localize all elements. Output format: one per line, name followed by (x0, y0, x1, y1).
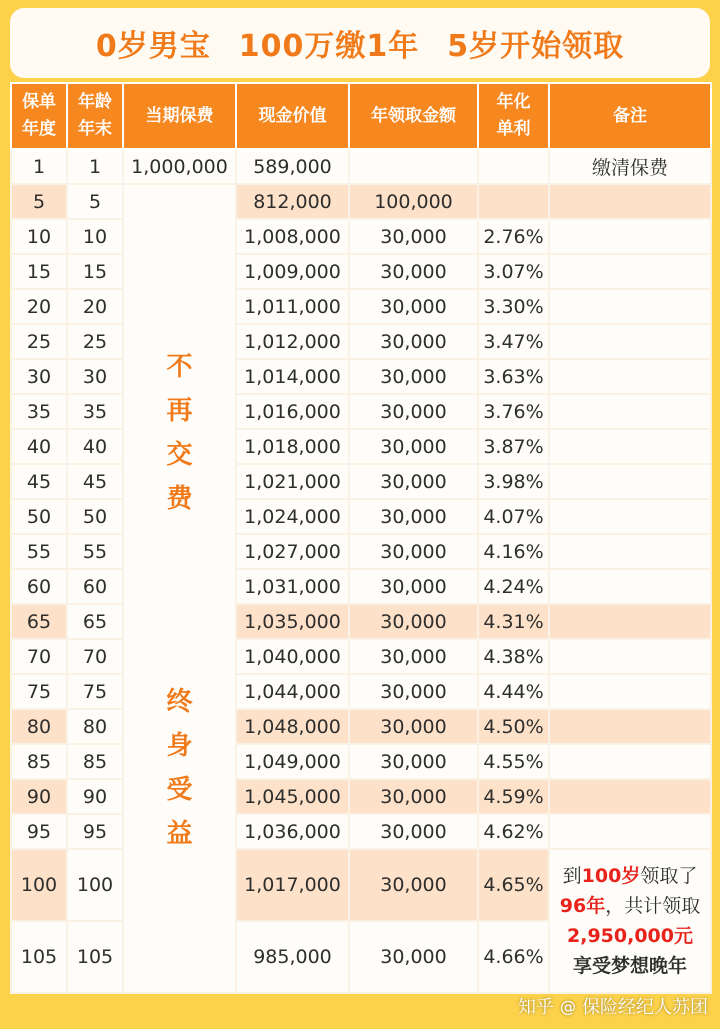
note-text: 领取了 (640, 865, 698, 887)
table-row (11, 779, 711, 814)
cell-note (549, 534, 711, 569)
table-row (11, 709, 711, 744)
cell-annual-payout: 30,000 (349, 639, 478, 674)
cell-note (549, 674, 711, 709)
header-annual-rate: 年化 单利 (478, 83, 549, 149)
header-age: 年龄 年末 (67, 83, 123, 149)
cell-age: 55 (67, 534, 123, 569)
header-premium: 当期保费 (123, 83, 236, 149)
cell-cash-value: 1,018,000 (236, 429, 349, 464)
cell-annual-rate: 4.31% (478, 604, 549, 639)
cell-annual-payout: 30,000 (349, 289, 478, 324)
header-cash-value: 现金价值 (236, 83, 349, 149)
cell-cash-value: 1,045,000 (236, 779, 349, 814)
cell-annual-payout: 30,000 (349, 744, 478, 779)
table-row (11, 289, 711, 324)
cell-note (549, 814, 711, 849)
cell-age: 85 (67, 744, 123, 779)
cell-annual-payout: 30,000 (349, 779, 478, 814)
header-note: 备注 (549, 83, 711, 149)
cell-cash-value: 985,000 (236, 921, 349, 993)
cell-note (549, 604, 711, 639)
cell-cash-value: 1,040,000 (236, 639, 349, 674)
cell-annual-payout: 30,000 (349, 534, 478, 569)
cell-policy-year: 55 (11, 534, 67, 569)
cell-annual-rate: 4.65% (478, 849, 549, 921)
cell-cash-value: 1,031,000 (236, 569, 349, 604)
cell-annual-payout: 30,000 (349, 849, 478, 921)
cell-annual-rate: 4.07% (478, 499, 549, 534)
watermark-site: 知乎 (518, 997, 554, 1018)
cell-annual-rate (478, 149, 549, 184)
cell-policy-year: 50 (11, 499, 67, 534)
cell-policy-year: 95 (11, 814, 67, 849)
table-row (11, 499, 711, 534)
cell-policy-year: 25 (11, 324, 67, 359)
cell-annual-rate: 3.98% (478, 464, 549, 499)
side-char: 交 (166, 440, 193, 470)
cell-policy-year: 75 (11, 674, 67, 709)
cell-note (549, 429, 711, 464)
table-row (11, 219, 711, 254)
cell-annual-rate: 3.87% (478, 429, 549, 464)
cell-cash-value: 1,014,000 (236, 359, 349, 394)
note-highlight-age: 100岁 (581, 865, 641, 887)
cell-cash-value: 1,012,000 (236, 324, 349, 359)
cell-age: 15 (67, 254, 123, 289)
cell-age: 80 (67, 709, 123, 744)
cell-age: 95 (67, 814, 123, 849)
cell-policy-year: 30 (11, 359, 67, 394)
cell-annual-payout: 30,000 (349, 429, 478, 464)
cell-annual-rate: 4.44% (478, 674, 549, 709)
cell-age: 10 (67, 219, 123, 254)
cell-policy-year: 15 (11, 254, 67, 289)
note-highlight-total: 2,950,000元 (567, 925, 693, 947)
cell-note (549, 744, 711, 779)
cell-cash-value: 1,044,000 (236, 674, 349, 709)
cell-cash-value: 1,024,000 (236, 499, 349, 534)
title-part-premium: 100万缴1年 (238, 29, 420, 64)
side-text-wrap (124, 185, 235, 992)
cell-cash-value: 1,049,000 (236, 744, 349, 779)
cell-annual-rate: 4.16% (478, 534, 549, 569)
header-annual-payout: 年领取金额 (349, 83, 478, 149)
cell-cash-value: 589,000 (236, 149, 349, 184)
cell-policy-year: 100 (11, 849, 67, 921)
cell-policy-year: 85 (11, 744, 67, 779)
title-part-start: 5岁开始领取 (447, 29, 625, 64)
cell-annual-rate: 4.55% (478, 744, 549, 779)
cell-policy-year: 90 (11, 779, 67, 814)
cell-note (549, 359, 711, 394)
table-row (11, 674, 711, 709)
cell-annual-rate: 4.50% (478, 709, 549, 744)
cell-note (549, 779, 711, 814)
side-char: 身 (166, 731, 193, 761)
cell-note: 缴清保费 (549, 149, 711, 184)
cell-annual-payout: 30,000 (349, 359, 478, 394)
cell-age: 35 (67, 394, 123, 429)
cell-cash-value: 1,021,000 (236, 464, 349, 499)
side-char: 再 (166, 396, 193, 426)
cell-annual-payout: 30,000 (349, 464, 478, 499)
table-row (11, 184, 711, 219)
cell-annual-payout: 30,000 (349, 674, 478, 709)
cell-policy-year: 65 (11, 604, 67, 639)
cell-age: 45 (67, 464, 123, 499)
note-text: 到 (562, 865, 582, 887)
cell-policy-year: 60 (11, 569, 67, 604)
cell-note (549, 254, 711, 289)
watermark-user: 保险经纪人苏团 (582, 997, 708, 1018)
cell-cash-value: 1,008,000 (236, 219, 349, 254)
cell-annual-payout (349, 149, 478, 184)
cell-final-note (549, 849, 711, 993)
title-banner (10, 8, 710, 78)
cell-age: 105 (67, 921, 123, 993)
cell-cash-value: 1,048,000 (236, 709, 349, 744)
benefit-table (10, 82, 712, 994)
cell-cash-value: 1,009,000 (236, 254, 349, 289)
side-char: 费 (166, 484, 193, 514)
cell-annual-rate: 3.07% (478, 254, 549, 289)
cell-age: 60 (67, 569, 123, 604)
cell-note (549, 324, 711, 359)
side-text-top (124, 345, 235, 521)
cell-note (549, 709, 711, 744)
cell-policy-year: 5 (11, 184, 67, 219)
cell-policy-year: 70 (11, 639, 67, 674)
cell-annual-payout: 30,000 (349, 604, 478, 639)
side-char: 不 (166, 352, 193, 382)
side-char: 益 (166, 819, 193, 849)
cell-annual-payout: 30,000 (349, 709, 478, 744)
cell-cash-value: 812,000 (236, 184, 349, 219)
cell-policy-year: 20 (11, 289, 67, 324)
cell-age: 5 (67, 184, 123, 219)
cell-cash-value: 1,011,000 (236, 289, 349, 324)
note-text: ，共计领取 (605, 895, 701, 917)
header-policy-year: 保单 年度 (11, 83, 67, 149)
cell-note (549, 394, 711, 429)
cell-annual-rate: 4.66% (478, 921, 549, 993)
cell-annual-rate: 3.47% (478, 324, 549, 359)
cell-cash-value: 1,035,000 (236, 604, 349, 639)
cell-age: 100 (67, 849, 123, 921)
side-char: 终 (166, 687, 193, 717)
cell-policy-year: 1 (11, 149, 67, 184)
table-row (11, 464, 711, 499)
title-part-age: 0岁男宝 (95, 29, 211, 64)
cell-annual-rate: 4.38% (478, 639, 549, 674)
table-header-row (11, 83, 711, 149)
table-row (11, 254, 711, 289)
cell-note (549, 569, 711, 604)
table-row (11, 149, 711, 184)
cell-age: 40 (67, 429, 123, 464)
cell-policy-year: 105 (11, 921, 67, 993)
cell-annual-rate (478, 184, 549, 219)
table-row (11, 604, 711, 639)
cell-policy-year: 10 (11, 219, 67, 254)
cell-age: 75 (67, 674, 123, 709)
cell-cash-value: 1,017,000 (236, 849, 349, 921)
cell-note (549, 499, 711, 534)
table-row (11, 394, 711, 429)
cell-age: 25 (67, 324, 123, 359)
cell-cash-value: 1,016,000 (236, 394, 349, 429)
side-text-bottom (124, 680, 235, 856)
watermark-at: @ (560, 996, 576, 1016)
table-row (11, 359, 711, 394)
cell-age: 65 (67, 604, 123, 639)
watermark (518, 993, 708, 1019)
cell-annual-rate: 3.63% (478, 359, 549, 394)
cell-age: 70 (67, 639, 123, 674)
cell-age: 50 (67, 499, 123, 534)
cell-note (549, 464, 711, 499)
cell-annual-payout: 30,000 (349, 814, 478, 849)
cell-annual-payout: 30,000 (349, 921, 478, 993)
cell-cash-value: 1,036,000 (236, 814, 349, 849)
cell-annual-rate: 4.62% (478, 814, 549, 849)
table-row (11, 429, 711, 464)
cell-annual-payout: 30,000 (349, 254, 478, 289)
table-row (11, 534, 711, 569)
cell-policy-year: 80 (11, 709, 67, 744)
cell-age: 1 (67, 149, 123, 184)
cell-age: 30 (67, 359, 123, 394)
cell-policy-year: 35 (11, 394, 67, 429)
cell-annual-payout: 100,000 (349, 184, 478, 219)
side-char: 受 (166, 775, 193, 805)
table-row (11, 324, 711, 359)
note-text: 享受梦想晚年 (572, 955, 687, 977)
cell-premium: 1,000,000 (123, 149, 236, 184)
cell-annual-rate: 3.76% (478, 394, 549, 429)
table-row (11, 814, 711, 849)
cell-annual-rate: 2.76% (478, 219, 549, 254)
cell-policy-year: 45 (11, 464, 67, 499)
cell-note (549, 639, 711, 674)
cell-cash-value: 1,027,000 (236, 534, 349, 569)
premium-merged-cell (123, 184, 236, 993)
table-row (11, 639, 711, 674)
cell-annual-payout: 30,000 (349, 569, 478, 604)
cell-annual-payout: 30,000 (349, 324, 478, 359)
cell-age: 90 (67, 779, 123, 814)
cell-annual-payout: 30,000 (349, 219, 478, 254)
cell-policy-year: 40 (11, 429, 67, 464)
cell-annual-payout: 30,000 (349, 394, 478, 429)
note-highlight-years: 96年 (559, 895, 606, 917)
cell-annual-payout: 30,000 (349, 499, 478, 534)
table-row (11, 569, 711, 604)
cell-annual-rate: 4.59% (478, 779, 549, 814)
cell-note (549, 289, 711, 324)
cell-note (549, 184, 711, 219)
cell-annual-rate: 4.24% (478, 569, 549, 604)
cell-note (549, 219, 711, 254)
table-row (11, 849, 711, 921)
table-row (11, 744, 711, 779)
cell-age: 20 (67, 289, 123, 324)
cell-annual-rate: 3.30% (478, 289, 549, 324)
